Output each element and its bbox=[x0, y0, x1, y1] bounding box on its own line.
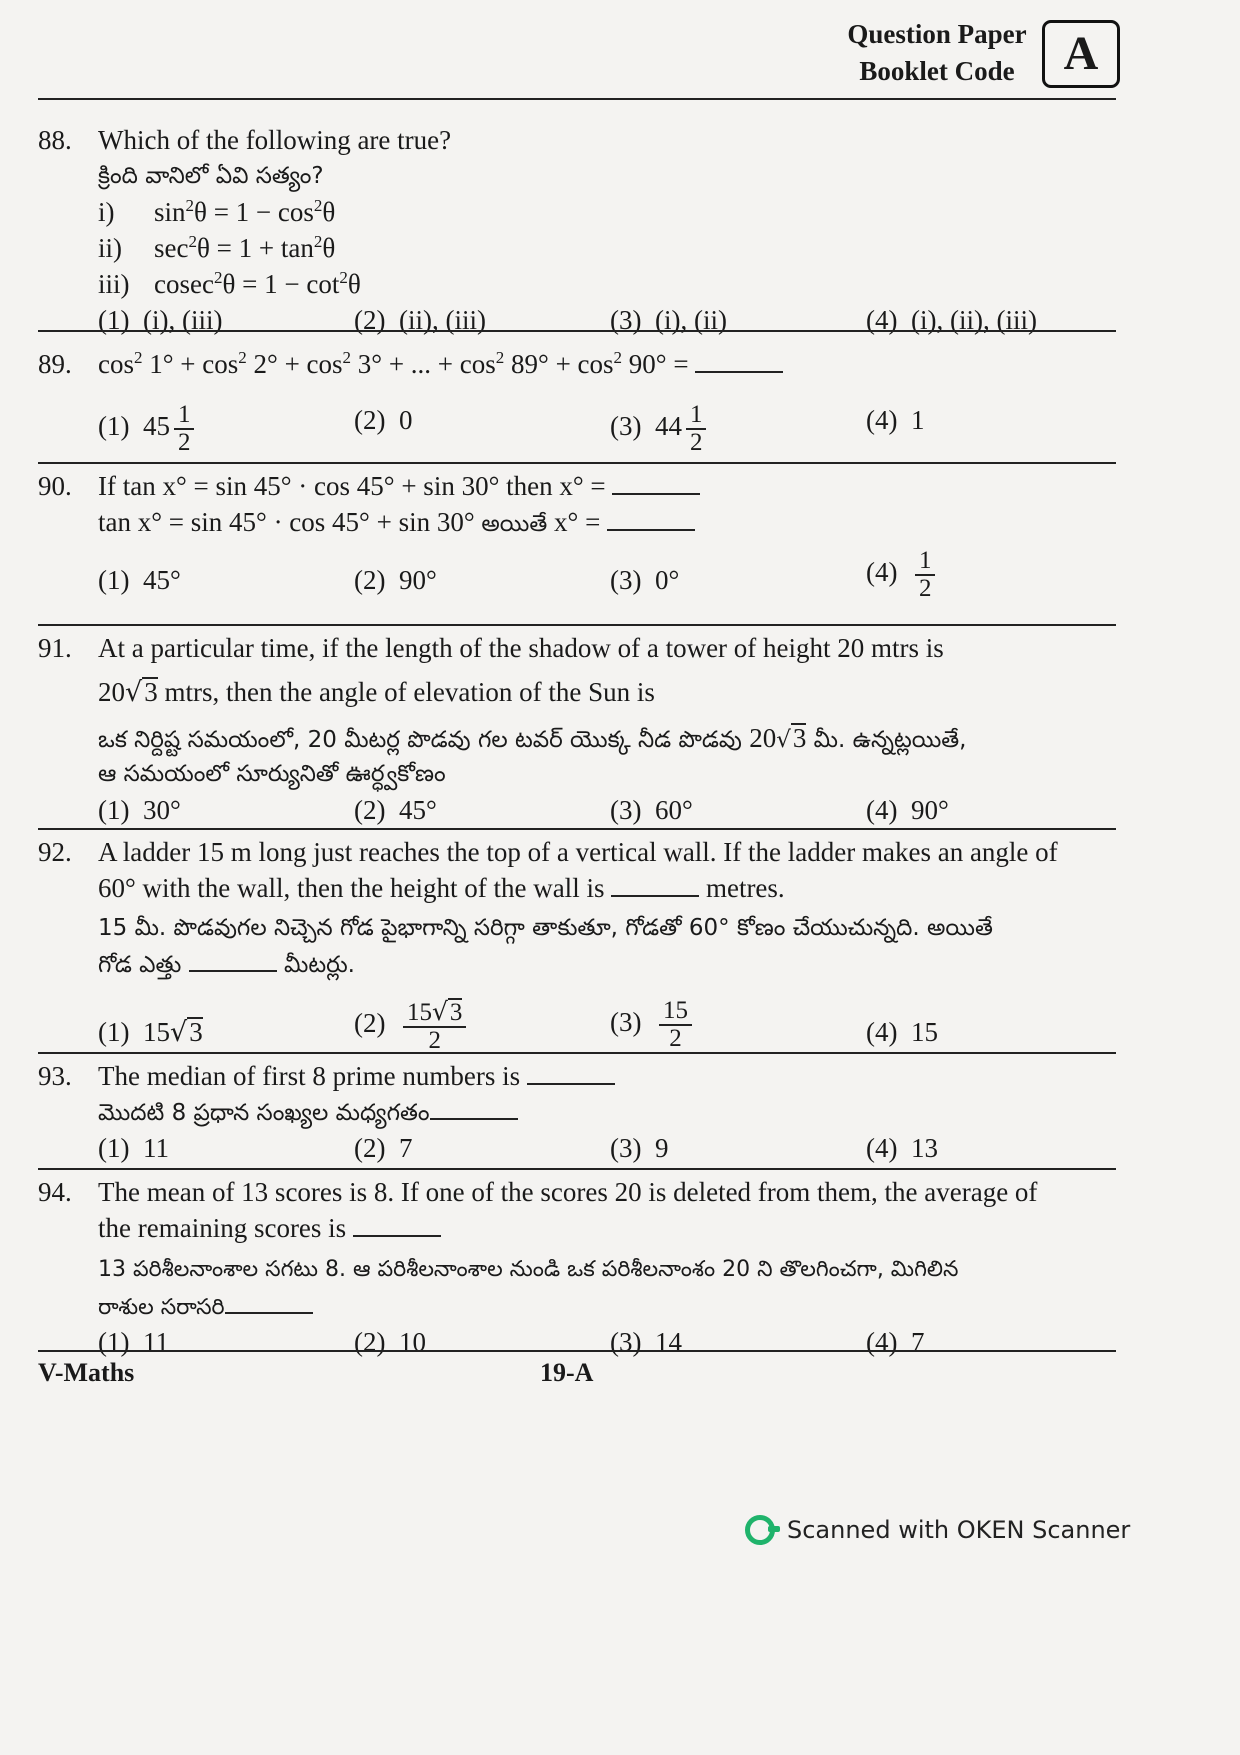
footer-subject: V-Maths bbox=[38, 1358, 135, 1387]
option-2[interactable]: (2) 7 bbox=[354, 1133, 413, 1163]
option-1[interactable]: (1) 45° bbox=[98, 565, 181, 595]
scanner-logo-icon bbox=[745, 1515, 775, 1545]
answer-blank bbox=[225, 1288, 313, 1314]
option-1[interactable]: (1) 11 bbox=[98, 1327, 169, 1357]
question-text-te-2: ఆ సమయంలో సూర్యునితో ఊర్ధ్వకోణం bbox=[98, 761, 446, 787]
option-3[interactable]: (3) 0° bbox=[610, 565, 680, 595]
option-3[interactable]: (3) 44 $\frac{1}{2}$ bbox=[610, 402, 710, 456]
option-4[interactable]: (4) $\frac{1}{2}$ bbox=[866, 548, 939, 602]
answer-blank bbox=[695, 347, 783, 373]
option-4[interactable]: (4) 90° bbox=[866, 795, 949, 825]
header-divider bbox=[38, 98, 1116, 100]
question-text-en: The median of first 8 prime numbers is bbox=[98, 1058, 1118, 1094]
option-3[interactable]: (3) (i), (ii) bbox=[610, 305, 727, 335]
option-4[interactable]: (4) 15 bbox=[866, 1017, 938, 1047]
question-text-en: $\cos^2 1^\circ + \cos^2 2^\circ + \cos^2 3^\circ$ + ... + $\cos^2 89^\circ + \cos^2 90^\circ$ = bbox=[98, 346, 1118, 382]
option-2[interactable]: (2) $\frac{15√3}{2}$ bbox=[354, 998, 470, 1054]
option-3[interactable]: (3) 9 bbox=[610, 1133, 669, 1163]
answer-blank bbox=[611, 871, 699, 897]
question-text-te: tan x° = sin 45° · cos 45° + sin 30° అయితే x° = bbox=[98, 504, 1118, 540]
answer-blank bbox=[430, 1094, 518, 1120]
question-text-en: Which of the following are true? bbox=[98, 125, 452, 155]
option-3[interactable]: (3) 14 bbox=[610, 1327, 682, 1357]
question-text-en: The mean of 13 scores is 8. If one of the scores 20 is deleted from them, the average of bbox=[98, 1177, 1038, 1207]
option-2[interactable]: (2) 90° bbox=[354, 565, 437, 595]
options bbox=[98, 402, 1118, 462]
divider bbox=[38, 1350, 1116, 1352]
option-1[interactable]: (1) 11 bbox=[98, 1133, 169, 1163]
question-text-en-2: 60° with the wall, then the height of the wall is metres. bbox=[98, 873, 785, 903]
divider bbox=[38, 330, 1116, 332]
option-2[interactable]: (2) (ii), (iii) bbox=[354, 305, 486, 335]
question-text-te: ఒక నిర్దిష్ట సమయంలో, 20 మీటర్ల పొడవు గల టవర్ యొక్క నీడ పొడవు 20√3 మీ. ఉన్నట్లయితే, bbox=[98, 723, 967, 753]
divider bbox=[38, 1168, 1116, 1170]
question-text-en: A ladder 15 m long just reaches the top of a vertical wall. If the ladder makes an angle of bbox=[98, 837, 1058, 867]
options bbox=[98, 547, 1118, 622]
answer-blank bbox=[189, 946, 277, 972]
scanner-watermark: Scanned with OKEN Scanner bbox=[745, 1515, 1130, 1545]
question-text-te: 15 మీ. పొడవుగల నిచ్చెన గోడ పైభాగాన్ని సరిగ్గా తాకుతూ, గోడతో 60° కోణం చేయుచున్నది. అయితే bbox=[98, 915, 993, 941]
answer-blank bbox=[527, 1059, 615, 1085]
question-text-en: If tan x° = sin 45° · cos 45° + sin 30° then x° = bbox=[98, 468, 1118, 504]
question-text-te: క్రింది వానిలో ఏవి సత్యం? bbox=[98, 163, 324, 189]
question-text-en-2: the remaining scores is bbox=[98, 1210, 1118, 1246]
option-1[interactable]: (1) (i), (iii) bbox=[98, 305, 223, 335]
divider bbox=[38, 1052, 1116, 1054]
exam-page: Question Paper Booklet Code A 88. Which of the following are true? క్రింది వానిలో ఏవి సత్యం? i) $\sin^2\theta = 1 - \cos^2\theta$ ii) $\sec^2\theta = 1 + \tan^2\theta$ iii) $cosec^2\theta = 1 - \cot^2\theta$ (1) (i), (iii) (2) (ii), (iii) (3) (i), (ii) (4) (i), (ii), (iii) 89. $\cos^2 1^\circ + \cos^2 2^\circ + \cos^2 3^\circ$ + ... + $\cos^2 89^\circ + \cos^2 90^\circ$ = (1) 45 $\frac{1}{2}$ (2) 0 (3) 44 $\frac{1}{2}$ (4) 1 90. If tan x° = sin 45° · cos 45° + sin 30° then x° = tan x° = sin 45° · cos 45° + sin 30° అయితే x° = (1) 45° (2) 90° (3) 0° (4) $\frac{1}{2}$ 91. At a particular time, if the length of the shadow of a tower of height 20 mtrs is 20√3 mtrs, then the angle of elevation of the Sun is ఒక నిర్దిష్ట సమయంలో, 20 మీటర్ల పొడవు గల టవర్ యొక్క నీడ పొడవు 20√3 మీ. ఉన్నట్లయితే, ఆ సమయంలో సూర్యునితో ఊర్ధ్వకోణం (1) 30° (2) 45° (3) 60° (4) 90° 92. A ladder 15 m long just reaches the top of a vertical wall. If the ladder makes an angle of 60° with the wall, then the height of the wall is metres. 15 మీ. పొడవుగల నిచ్చెన గోడ పైభాగాన్ని సరిగ్గా తాకుతూ, గోడతో 60° కోణం చేయుచున్నది. అయితే గోడ ఎత్తు మీటర్లు. (1) 15√3 (2) $\frac{15√3}{2}$ (3) $\frac{15}{2}$ (4) 15 93. The median of first 8 prime numbers is మొదటి 8 ప్రధాన సంఖ్యల మధ్యగతం (1) 11 (2) 7 (3) 9 (4) 13 94. The mean of 13 scores is 8. If one of the scores 20 is deleted from them, the average of the remaining scores is 13 పరిశీలనాంశాల సగటు 8. ఆ పరిశీలనాంశాల నుండి ఒక పరిశీలనాంశం 20 ని తొలగించగా, మిగిలిన రాశుల సరాసరి (1) 11 (2) 10 (3) 14 (4) 7 V-Maths 19-A Scanned with OKEN Scanner bbox=[0, 0, 1240, 1755]
booklet-code-box: A bbox=[1042, 20, 1120, 88]
option-1[interactable]: (1) 45 $\frac{1}{2}$ bbox=[98, 402, 198, 456]
question-text-en-2: 20√3 mtrs, then the angle of elevation of the Sun is bbox=[98, 677, 655, 708]
option-1[interactable]: (1) 30° bbox=[98, 795, 181, 825]
option-4[interactable]: (4) 13 bbox=[866, 1133, 938, 1163]
options bbox=[98, 1130, 1118, 1170]
question-text-te: మొదటి 8 ప్రధాన సంఖ్యల మధ్యగతం bbox=[98, 1094, 1118, 1130]
divider bbox=[38, 828, 1116, 830]
option-2[interactable]: (2) 10 bbox=[354, 1327, 426, 1357]
option-2[interactable]: (2) 45° bbox=[354, 795, 437, 825]
option-4[interactable]: (4) 7 bbox=[866, 1327, 925, 1357]
statement-i: i) $\sin^2\theta = 1 - \cos^2\theta$ bbox=[98, 196, 336, 227]
answer-blank bbox=[612, 469, 700, 495]
option-4[interactable]: (4) (i), (ii), (iii) bbox=[866, 305, 1037, 335]
question-text-te-2: రాశుల సరాసరి bbox=[98, 1288, 1118, 1324]
question-text-te-2: గోడ ఎత్తు మీటర్లు. bbox=[98, 946, 1118, 982]
answer-blank bbox=[353, 1211, 441, 1237]
question-text-en: At a particular time, if the length of the shadow of a tower of height 20 mtrs is bbox=[98, 633, 944, 663]
question-text-te: 13 పరిశీలనాంశాల సగటు 8. ఆ పరిశీలనాంశాల నుండి ఒక పరిశీలనాంశం 20 ని తొలగించగా, మిగిలిన bbox=[98, 1257, 959, 1282]
footer-page-number: 19-A bbox=[540, 1358, 594, 1387]
options bbox=[98, 302, 1118, 342]
options bbox=[98, 792, 1118, 832]
option-1[interactable]: (1) 15√3 bbox=[98, 1017, 203, 1048]
divider bbox=[38, 624, 1116, 626]
options bbox=[98, 996, 1118, 1066]
option-2[interactable]: (2) 0 bbox=[354, 405, 413, 435]
answer-blank bbox=[607, 505, 695, 531]
statement-ii: ii) $\sec^2\theta = 1 + \tan^2\theta$ bbox=[98, 232, 336, 263]
statement-iii: iii) $cosec^2\theta = 1 - \cot^2\theta$ bbox=[98, 268, 361, 299]
option-3[interactable]: (3) $\frac{15}{2}$ bbox=[610, 998, 696, 1052]
option-4[interactable]: (4) 1 bbox=[866, 405, 925, 435]
options bbox=[98, 1324, 1118, 1364]
divider bbox=[38, 462, 1116, 464]
booklet-code-label: Question Paper Booklet Code bbox=[847, 19, 1027, 86]
option-3[interactable]: (3) 60° bbox=[610, 795, 693, 825]
